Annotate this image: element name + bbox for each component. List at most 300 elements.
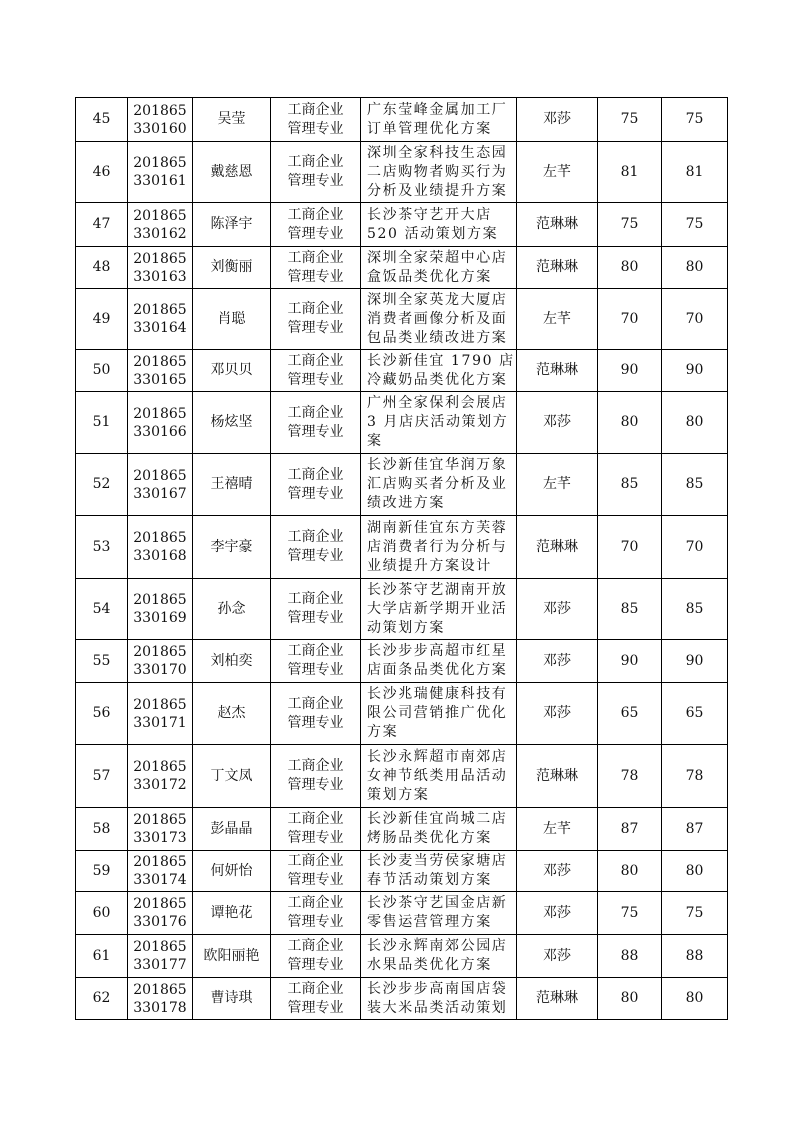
- row-number-cell: [76, 98, 128, 142]
- major-line: 工商企业: [287, 529, 344, 545]
- major-cell: [271, 203, 361, 247]
- student-id-cell: [128, 98, 193, 142]
- major-cell: [271, 392, 361, 454]
- major-line: 管理专业: [287, 872, 344, 888]
- student-name-cell: [193, 289, 271, 350]
- major-cell: [271, 935, 361, 978]
- major-line: 工商企业: [287, 811, 344, 827]
- table-row: [76, 851, 728, 892]
- score-value: 78: [620, 767, 639, 784]
- major-line: 工商企业: [287, 301, 344, 317]
- final-score-value: 81: [685, 163, 704, 180]
- final-score-cell: [662, 579, 728, 640]
- advisor-cell: [517, 247, 598, 289]
- row-number: 50: [92, 362, 111, 378]
- topic-cell: [361, 851, 517, 892]
- student-name: 曹诗琪: [210, 990, 253, 1006]
- major-line: 工商企业: [287, 249, 344, 266]
- student-id-line: 201865: [133, 207, 187, 224]
- advisor-name: 邓莎: [543, 414, 571, 430]
- student-id-line: 201865: [133, 467, 187, 484]
- student-id-cell: [128, 851, 193, 892]
- student-id-line: 330169: [133, 610, 187, 626]
- topic-line: 广州全家保利会展店: [367, 395, 508, 411]
- score-value: 80: [620, 990, 639, 1006]
- advisor-cell: [517, 745, 598, 808]
- score-value: 85: [620, 476, 639, 492]
- topic-cell: [361, 683, 517, 745]
- score-value: 90: [620, 362, 639, 378]
- major-cell: [271, 454, 361, 516]
- final-score-value: 80: [685, 862, 704, 879]
- topic-line: 长沙新佳宜 1790 店: [367, 352, 515, 369]
- final-score-cell: [662, 454, 728, 516]
- topic-line: 长沙新佳宜尚城二店: [367, 811, 508, 827]
- thesis-score-table: [75, 97, 728, 1020]
- row-number-cell: [76, 247, 128, 289]
- major-line: 管理专业: [287, 268, 344, 285]
- major-cell: [271, 978, 361, 1020]
- row-number-cell: [76, 203, 128, 247]
- topic-line: 包品类业绩改进方案: [367, 329, 508, 346]
- student-id-line: 201865: [133, 981, 187, 998]
- student-id-line: 330165: [133, 371, 187, 388]
- final-score-cell: [662, 892, 728, 935]
- student-name: 李宇豪: [210, 538, 253, 555]
- student-id-line: 330167: [133, 485, 187, 502]
- student-id-cell: [128, 289, 193, 350]
- row-number-cell: [76, 640, 128, 683]
- student-id-line: 330168: [133, 548, 187, 564]
- topic-cell: [361, 142, 517, 203]
- final-score-cell: [662, 289, 728, 350]
- student-name: 刘柏奕: [210, 652, 253, 669]
- score-cell: [598, 808, 662, 851]
- table-row: [76, 203, 728, 247]
- final-score-value: 80: [685, 259, 704, 275]
- score-value: 75: [620, 904, 639, 921]
- major-line: 工商企业: [287, 206, 344, 223]
- final-score-cell: [662, 350, 728, 392]
- student-name-cell: [193, 892, 271, 935]
- final-score-cell: [662, 516, 728, 579]
- advisor-name: 范琳琳: [536, 216, 578, 232]
- score-cell: [598, 978, 662, 1020]
- final-score-cell: [662, 247, 728, 289]
- score-cell: [598, 289, 662, 350]
- score-value: 85: [620, 600, 639, 617]
- major-cell: [271, 247, 361, 289]
- topic-line: 方案: [367, 724, 399, 740]
- row-number: 61: [92, 947, 111, 964]
- table-row: [76, 640, 728, 683]
- table-row: [76, 289, 728, 350]
- score-value: 75: [620, 111, 639, 127]
- topic-cell: [361, 935, 517, 978]
- advisor-cell: [517, 516, 598, 579]
- topic-cell: [361, 579, 517, 640]
- student-id-cell: [128, 640, 193, 683]
- final-score-cell: [662, 978, 728, 1020]
- student-name-cell: [193, 516, 271, 579]
- row-number: 47: [92, 216, 111, 232]
- advisor-cell: [517, 851, 598, 892]
- final-score-cell: [662, 745, 728, 808]
- score-cell: [598, 851, 662, 892]
- score-value: 75: [620, 216, 639, 232]
- student-id-line: 201865: [133, 696, 187, 713]
- table-row: [76, 978, 728, 1020]
- student-id-line: 330172: [133, 777, 187, 793]
- final-score-cell: [662, 640, 728, 683]
- row-number: 48: [92, 259, 111, 275]
- table-row: [76, 247, 728, 289]
- student-id-line: 330178: [133, 999, 187, 1016]
- final-score-value: 80: [685, 990, 704, 1006]
- topic-cell: [361, 392, 517, 454]
- major-line: 管理专业: [287, 120, 344, 137]
- row-number: 62: [92, 990, 111, 1006]
- score-cell: [598, 745, 662, 808]
- table-row: [76, 935, 728, 978]
- major-line: 管理专业: [287, 225, 344, 242]
- major-line: 工商企业: [287, 980, 344, 997]
- score-value: 70: [620, 310, 639, 327]
- topic-line: 装大米品类活动策划: [367, 999, 508, 1016]
- row-number: 54: [92, 600, 111, 617]
- advisor-name: 范琳琳: [536, 362, 578, 378]
- major-cell: [271, 640, 361, 683]
- student-id-cell: [128, 808, 193, 851]
- advisor-cell: [517, 454, 598, 516]
- advisor-name: 左芊: [543, 820, 571, 837]
- table-row: [76, 98, 728, 142]
- final-score-cell: [662, 851, 728, 892]
- topic-line: 大学店新学期开业活: [367, 600, 508, 617]
- advisor-cell: [517, 203, 598, 247]
- final-score-cell: [662, 98, 728, 142]
- major-line: 管理专业: [287, 610, 344, 626]
- student-id-cell: [128, 516, 193, 579]
- major-line: 工商企业: [287, 643, 344, 659]
- row-number: 46: [92, 163, 111, 180]
- major-line: 管理专业: [287, 548, 344, 564]
- major-line: 工商企业: [287, 591, 344, 607]
- topic-line: 店消费者行为分析与: [367, 538, 508, 555]
- final-score-value: 70: [685, 310, 704, 327]
- final-score-cell: [662, 392, 728, 454]
- final-score-cell: [662, 683, 728, 745]
- student-name-cell: [193, 978, 271, 1020]
- advisor-cell: [517, 640, 598, 683]
- table-row: [76, 392, 728, 454]
- final-score-value: 75: [685, 111, 704, 127]
- score-value: 81: [620, 163, 639, 180]
- topic-cell: [361, 640, 517, 683]
- topic-cell: [361, 203, 517, 247]
- topic-line: 冷藏奶品类优化方案: [367, 371, 508, 388]
- final-score-cell: [662, 935, 728, 978]
- table-row: [76, 808, 728, 851]
- table-row: [76, 579, 728, 640]
- student-id-line: 201865: [133, 353, 187, 370]
- student-name-cell: [193, 745, 271, 808]
- advisor-cell: [517, 142, 598, 203]
- student-name: 杨炫坚: [210, 414, 253, 430]
- advisor-name: 邓莎: [543, 705, 571, 721]
- major-cell: [271, 892, 361, 935]
- student-id-line: 330162: [133, 225, 187, 242]
- student-name-cell: [193, 683, 271, 745]
- student-id-line: 330163: [133, 268, 187, 285]
- row-number: 45: [92, 111, 111, 127]
- student-id-cell: [128, 745, 193, 808]
- topic-line: 策划方案: [367, 786, 430, 803]
- row-number-cell: [76, 350, 128, 392]
- score-cell: [598, 516, 662, 579]
- table-row: [76, 142, 728, 203]
- row-number-cell: [76, 892, 128, 935]
- score-cell: [598, 579, 662, 640]
- score-value: 90: [620, 652, 639, 669]
- advisor-cell: [517, 392, 598, 454]
- row-number-cell: [76, 808, 128, 851]
- advisor-name: 邓莎: [543, 652, 571, 669]
- final-score-value: 85: [685, 600, 704, 617]
- final-score-value: 87: [685, 820, 704, 837]
- major-line: 管理专业: [287, 662, 344, 678]
- student-id-line: 330177: [133, 957, 187, 973]
- advisor-name: 邓莎: [543, 111, 571, 127]
- student-name: 欧阳丽艳: [203, 947, 260, 964]
- student-id-line: 201865: [133, 530, 187, 546]
- major-line: 工商企业: [287, 895, 344, 911]
- student-id-line: 330173: [133, 830, 187, 846]
- topic-line: 案: [367, 433, 383, 449]
- student-name: 刘衡丽: [210, 259, 253, 275]
- student-id-cell: [128, 579, 193, 640]
- major-line: 工商企业: [287, 695, 344, 712]
- table-row: [76, 350, 728, 392]
- student-name-cell: [193, 203, 271, 247]
- table-row: [76, 892, 728, 935]
- major-cell: [271, 808, 361, 851]
- major-cell: [271, 289, 361, 350]
- score-value: 88: [620, 947, 639, 964]
- advisor-cell: [517, 683, 598, 745]
- major-line: 管理专业: [287, 371, 344, 388]
- row-number-cell: [76, 454, 128, 516]
- topic-line: 520 活动策划方案: [367, 225, 499, 242]
- topic-line: 绩改进方案: [367, 495, 445, 511]
- student-id-cell: [128, 892, 193, 935]
- score-cell: [598, 935, 662, 978]
- row-number: 59: [92, 862, 111, 879]
- final-score-cell: [662, 808, 728, 851]
- topic-line: 消费者画像分析及面: [367, 310, 508, 327]
- advisor-cell: [517, 579, 598, 640]
- student-id-cell: [128, 935, 193, 978]
- table-row: [76, 683, 728, 745]
- major-line: 工商企业: [287, 101, 344, 118]
- score-value: 70: [620, 538, 639, 555]
- topic-line: 女神节纸类用品活动: [367, 767, 508, 784]
- row-number: 60: [92, 904, 111, 921]
- score-value: 80: [620, 862, 639, 879]
- table-row: [76, 516, 728, 579]
- advisor-cell: [517, 350, 598, 392]
- student-name: 吴莹: [217, 111, 246, 127]
- row-number-cell: [76, 142, 128, 203]
- topic-line: 广东莹峰金属加工厂: [367, 101, 508, 118]
- advisor-name: 范琳琳: [536, 767, 578, 784]
- score-cell: [598, 892, 662, 935]
- major-line: 工商企业: [287, 466, 344, 483]
- major-cell: [271, 516, 361, 579]
- score-value: 87: [620, 820, 639, 837]
- row-number: 56: [92, 705, 111, 721]
- topic-line: 订单管理优化方案: [367, 120, 492, 137]
- score-value: 80: [620, 414, 639, 430]
- topic-line: 限公司营销推广优化: [367, 705, 508, 721]
- topic-line: 深圳全家荣超中心店: [367, 249, 508, 266]
- student-id-line: 201865: [133, 155, 187, 171]
- topic-line: 长沙麦当劳侯家塘店: [367, 853, 508, 869]
- major-line: 管理专业: [287, 485, 344, 502]
- advisor-cell: [517, 935, 598, 978]
- student-id-line: 201865: [133, 759, 187, 775]
- student-id-cell: [128, 350, 193, 392]
- final-score-value: 88: [685, 947, 704, 964]
- row-number: 53: [92, 538, 111, 555]
- final-score-value: 70: [685, 538, 704, 555]
- row-number: 58: [92, 820, 111, 837]
- student-id-line: 330176: [133, 914, 187, 930]
- topic-cell: [361, 978, 517, 1020]
- topic-cell: [361, 98, 517, 142]
- student-id-line: 330174: [133, 872, 187, 888]
- table-body: [76, 98, 728, 1020]
- final-score-value: 75: [685, 216, 704, 232]
- student-id-line: 201865: [133, 250, 187, 267]
- student-name: 孙念: [217, 600, 246, 617]
- score-value: 80: [620, 259, 639, 275]
- student-name-cell: [193, 350, 271, 392]
- row-number-cell: [76, 851, 128, 892]
- major-cell: [271, 851, 361, 892]
- topic-cell: [361, 454, 517, 516]
- student-id-line: 201865: [133, 102, 187, 119]
- advisor-name: 邓莎: [543, 904, 571, 921]
- student-id-cell: [128, 392, 193, 454]
- major-cell: [271, 350, 361, 392]
- student-id-cell: [128, 203, 193, 247]
- student-name: 何妍怡: [210, 862, 253, 879]
- major-line: 工商企业: [287, 154, 344, 170]
- major-line: 管理专业: [287, 714, 344, 731]
- major-line: 管理专业: [287, 777, 344, 793]
- final-score-value: 65: [685, 705, 704, 721]
- student-id-line: 330164: [133, 320, 187, 336]
- row-number-cell: [76, 683, 128, 745]
- topic-line: 长沙步步高南国店袋: [367, 980, 508, 997]
- student-name: 丁文凤: [210, 767, 253, 784]
- student-name-cell: [193, 851, 271, 892]
- topic-line: 盒饭品类优化方案: [367, 268, 492, 285]
- student-id-cell: [128, 247, 193, 289]
- topic-line: 二店购物者购买行为: [367, 163, 508, 180]
- final-score-value: 80: [685, 414, 704, 430]
- student-id-line: 201865: [133, 854, 187, 870]
- student-name-cell: [193, 454, 271, 516]
- advisor-cell: [517, 808, 598, 851]
- row-number-cell: [76, 935, 128, 978]
- row-number-cell: [76, 392, 128, 454]
- advisor-cell: [517, 978, 598, 1020]
- topic-line: 湖南新佳宜东方芙蓉: [367, 519, 508, 536]
- topic-cell: [361, 289, 517, 350]
- row-number-cell: [76, 579, 128, 640]
- score-cell: [598, 392, 662, 454]
- advisor-name: 邓莎: [543, 862, 571, 879]
- topic-line: 零售运营管理方案: [367, 914, 492, 930]
- topic-line: 烤肠品类优化方案: [367, 830, 492, 846]
- topic-cell: [361, 745, 517, 808]
- topic-line: 业绩提升方案设计: [367, 557, 492, 574]
- topic-line: 长沙茶守艺开大店: [367, 206, 492, 223]
- final-score-value: 78: [685, 767, 704, 784]
- student-id-line: 201865: [133, 812, 187, 828]
- row-number-cell: [76, 745, 128, 808]
- major-line: 管理专业: [287, 999, 344, 1016]
- student-name-cell: [193, 98, 271, 142]
- topic-cell: [361, 808, 517, 851]
- final-score-value: 90: [685, 362, 704, 378]
- student-id-line: 201865: [133, 644, 187, 660]
- major-cell: [271, 745, 361, 808]
- final-score-cell: [662, 142, 728, 203]
- advisor-name: 范琳琳: [536, 259, 578, 275]
- score-cell: [598, 454, 662, 516]
- student-id-line: 330171: [133, 714, 187, 731]
- table-row: [76, 745, 728, 808]
- row-number: 57: [92, 767, 111, 784]
- score-cell: [598, 98, 662, 142]
- major-line: 管理专业: [287, 320, 344, 336]
- major-cell: [271, 98, 361, 142]
- score-cell: [598, 247, 662, 289]
- student-id-cell: [128, 454, 193, 516]
- student-id-line: 201865: [133, 939, 187, 955]
- score-value: 65: [620, 705, 639, 721]
- topic-line: 春节活动策划方案: [367, 872, 492, 888]
- major-line: 管理专业: [287, 830, 344, 846]
- major-line: 管理专业: [287, 423, 344, 440]
- topic-line: 动策划方案: [367, 619, 445, 636]
- advisor-cell: [517, 892, 598, 935]
- row-number: 49: [92, 310, 111, 327]
- advisor-name: 范琳琳: [536, 538, 578, 555]
- student-name: 谭艳花: [210, 904, 253, 921]
- topic-cell: [361, 516, 517, 579]
- student-name: 彭晶晶: [210, 820, 253, 837]
- major-line: 工商企业: [287, 938, 344, 954]
- row-number: 51: [92, 414, 111, 430]
- score-cell: [598, 350, 662, 392]
- student-name-cell: [193, 935, 271, 978]
- student-id-line: 201865: [133, 405, 187, 422]
- student-id-cell: [128, 142, 193, 203]
